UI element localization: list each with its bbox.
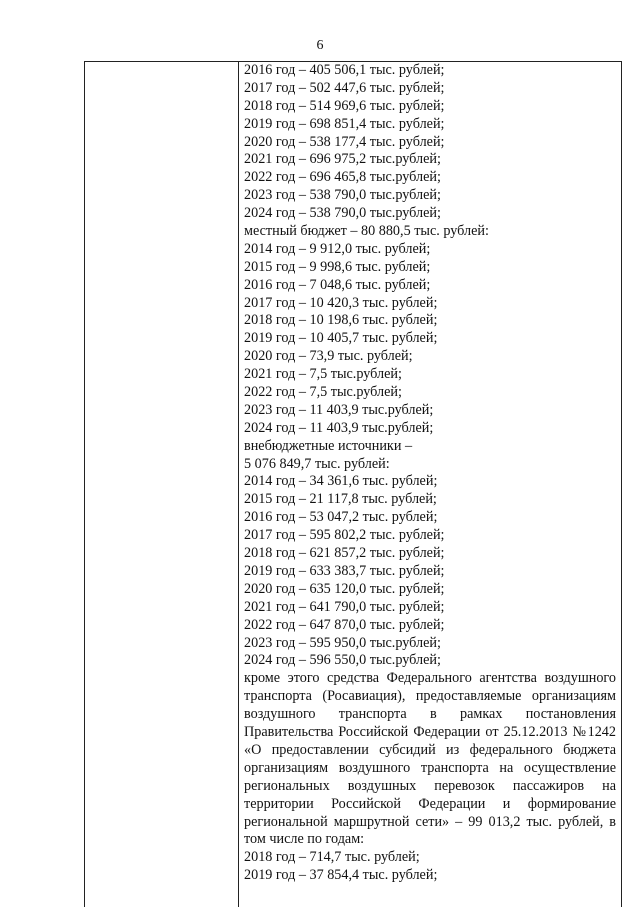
- funding-line: 2021 год – 696 975,2 тыс.рублей;: [244, 151, 441, 168]
- program-table: [84, 61, 622, 907]
- funding-line: 2023 год – 538 790,0 тыс.рублей;: [244, 187, 441, 204]
- funding-lines-bottom: [244, 849, 616, 885]
- funding-line: 2023 год – 11 403,9 тыс.рублей;: [244, 401, 434, 418]
- funding-lines-top: [244, 62, 616, 670]
- funding-line: 2018 год – 714,7 тыс. рублей;: [244, 849, 420, 866]
- funding-line: 2019 год – 37 854,4 тыс. рублей;: [244, 867, 438, 884]
- funding-line: 2024 год – 538 790,0 тыс.рублей;: [244, 205, 441, 222]
- funding-line: 2014 год – 34 361,6 тыс. рублей;: [244, 473, 438, 490]
- funding-line: 2019 год – 633 383,7 тыс. рублей;: [244, 562, 445, 579]
- funding-line: 2018 год – 10 198,6 тыс. рублей;: [244, 312, 438, 329]
- funding-line: 2023 год – 595 950,0 тыс.рублей;: [244, 634, 441, 651]
- funding-line: 2017 год – 595 802,2 тыс. рублей;: [244, 527, 445, 544]
- funding-line: 2022 год – 7,5 тыс.рублей;: [244, 384, 402, 401]
- funding-line: 2020 год – 538 177,4 тыс. рублей;: [244, 133, 445, 150]
- rosaviatsia-paragraph: кроме этого средства Федерального агентства воздушного транспорта (Росавиация), предоставляемые организациям воздушного транспорта в рамках постановления Правительства Российской Федерации от 25.12.2013 №1242 «О предоставлении субсидий из федерального бюджета организациям воздушного транспорта на осуществление региональных воздушных перевозок пассажиров на территории Российской Федерации и формирование региональной маршрутной сети» – 99 013,2 тыс. рублей, в том числе по годам:: [244, 670, 616, 848]
- funding-line: 2019 год – 698 851,4 тыс. рублей;: [244, 115, 445, 132]
- funding-line: 5 076 849,7 тыс. рублей:: [244, 455, 390, 472]
- funding-line: 2017 год – 502 447,6 тыс. рублей;: [244, 79, 445, 96]
- funding-line: 2022 год – 647 870,0 тыс. рублей;: [244, 616, 445, 633]
- funding-line: 2021 год – 641 790,0 тыс. рублей;: [244, 598, 445, 615]
- funding-line: 2024 год – 11 403,9 тыс.рублей;: [244, 419, 434, 436]
- funding-line: 2016 год – 405 506,1 тыс. рублей;: [244, 62, 445, 78]
- funding-line: 2018 год – 621 857,2 тыс. рублей;: [244, 545, 445, 562]
- funding-line: 2022 год – 696 465,8 тыс.рублей;: [244, 169, 441, 186]
- funding-column: [244, 62, 616, 885]
- page-number: 6: [316, 38, 324, 53]
- funding-line: 2016 год – 53 047,2 тыс. рублей;: [244, 509, 438, 526]
- funding-line: 2021 год – 7,5 тыс.рублей;: [244, 366, 402, 383]
- column-divider: [238, 62, 239, 907]
- funding-line: 2024 год – 596 550,0 тыс.рублей;: [244, 652, 441, 669]
- funding-line: местный бюджет – 80 880,5 тыс. рублей:: [244, 223, 489, 240]
- funding-line: 2020 год – 73,9 тыс. рублей;: [244, 348, 413, 365]
- funding-line: внебюджетные источники –: [244, 437, 413, 454]
- funding-line: 2014 год – 9 912,0 тыс. рублей;: [244, 240, 431, 257]
- funding-line: 2017 год – 10 420,3 тыс. рублей;: [244, 294, 438, 311]
- funding-line: 2015 год – 9 998,6 тыс. рублей;: [244, 258, 431, 275]
- funding-line: 2016 год – 7 048,6 тыс. рублей;: [244, 276, 431, 293]
- funding-line: 2019 год – 10 405,7 тыс. рублей;: [244, 330, 438, 347]
- funding-line: 2018 год – 514 969,6 тыс. рублей;: [244, 97, 445, 114]
- funding-line: 2015 год – 21 117,8 тыс. рублей;: [244, 491, 437, 508]
- funding-line: 2020 год – 635 120,0 тыс. рублей;: [244, 580, 445, 597]
